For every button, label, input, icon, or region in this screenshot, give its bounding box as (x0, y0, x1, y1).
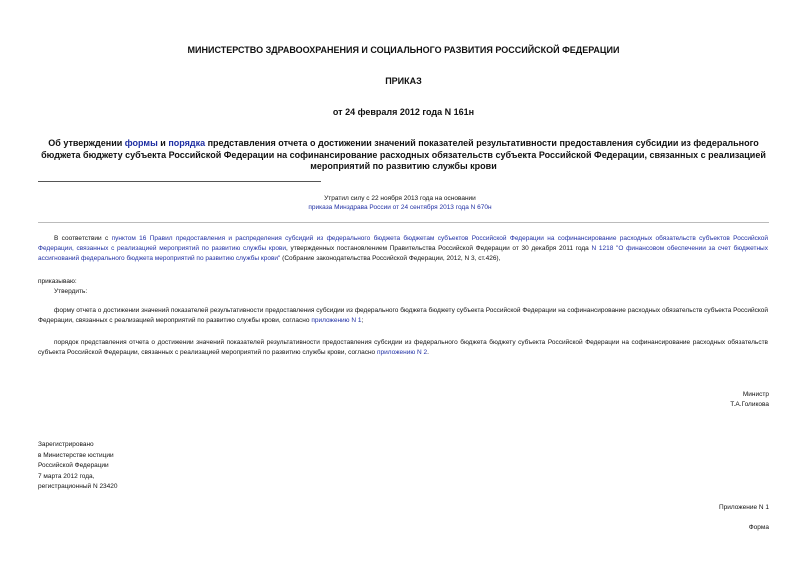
document-title (30, 138, 777, 173)
divider-top (38, 181, 321, 182)
form-text-b: ; (361, 316, 364, 324)
procedure-text-b: . (427, 348, 429, 356)
link-rules-p16[interactable]: пунктом 16 Правил предоставления и распределения субсидий из федерального бюджета бюджетам субъектов Российской Федерации на софинансирование расходных обязательств субъектов Российской Федерации, связанных с реализацией мероприятий по развитию службы крови (38, 235, 768, 252)
title-rest: представления отчета о достижении значений показателей результативности предоставления субсидии из федерального бюджета бюджету субъекта Российской Федерации на софинансирование расходных обязательств субъекта Российской Федерации, связанных с реализацией мероприятий по развитию службы крови (41, 138, 766, 171)
registration-line-1: Зарегистрировано (38, 441, 94, 448)
procedure-text-a: порядок представления отчета о достижении значений показателей результативности предоставления субсидии из федерального бюджета бюджету субъекта Российской Федерации на софинансирование расходных обязательств субъекта Российской Федерации, связанных с реализацией мероприятий по развитию службы крови, согласно (38, 339, 768, 356)
preamble-text-c: (Собрание законодательства Российской Федерации, 2012, N 3, ст.426), (280, 254, 501, 262)
title-prefix: Об утверждении (48, 138, 125, 148)
registration-line-5: регистрационный N 23420 (38, 483, 118, 490)
appendix-label: Приложение N 1 (718, 504, 769, 511)
registration-line-3: Российской Федерации (38, 462, 109, 469)
preamble-text-b: , утвержденных постановлением Правительства Российской Федерации от 30 декабря 2011 года (286, 244, 592, 252)
document-date-number: от 24 февраля 2012 года N 161н (332, 107, 475, 117)
title-mid: и (157, 138, 169, 148)
lost-force-link[interactable]: приказа Минздрава России от 24 сентября 2013 года N 670н (308, 204, 492, 211)
ministry-heading: МИНИСТЕРСТВО ЗДРАВООХРАНЕНИЯ И СОЦИАЛЬНОГО РАЗВИТИЯ РОССИЙСКОЙ ФЕДЕРАЦИИ (187, 45, 620, 55)
link-appendix-1[interactable]: приложению N 1 (311, 316, 362, 324)
registration-block (38, 440, 118, 493)
paragraph-form (38, 306, 768, 326)
signature-name: Т.А.Голикова (730, 401, 769, 408)
form-text-a: форму отчета о достижении значений показателей результативности предоставления субсидии из федерального бюджета бюджету субъекта Российской Федерации на софинансирование расходных обязательств субъекта Российской Федерации, связанных с реализацией мероприятий по развитию службы крови, согласно (38, 307, 768, 324)
paragraph-procedure (38, 338, 768, 358)
paragraph-preamble (38, 234, 768, 263)
link-appendix-2[interactable]: приложению N 2 (376, 348, 428, 356)
lost-force-note (200, 194, 600, 212)
prikazyvayu-text: приказываю: (38, 278, 77, 285)
title-link-procedure[interactable]: порядка (168, 138, 206, 148)
appendix-form-label: Форма (748, 524, 769, 531)
signature-block (730, 390, 769, 410)
registration-line-2: в Министерстве юстиции (38, 451, 114, 459)
signature-position: Министр (742, 391, 769, 398)
utverdit-text: Утвердить: (54, 288, 88, 295)
registration-line-4: 7 марта 2012 года, (38, 472, 95, 480)
link-resolution-1218[interactable]: N 1218 "О финансовом обеспечении за счет бюджетных ассигнований федерального бюджета мероприятий по развитию службы крови" (38, 244, 768, 262)
document-type: ПРИКАЗ (385, 76, 422, 86)
title-link-form[interactable]: формы (124, 138, 158, 148)
lost-force-text: Утратил силу с 22 ноября 2013 года на основании (324, 195, 476, 202)
preamble-text-a: В соответствии с (54, 235, 112, 242)
divider-bottom (38, 222, 769, 223)
